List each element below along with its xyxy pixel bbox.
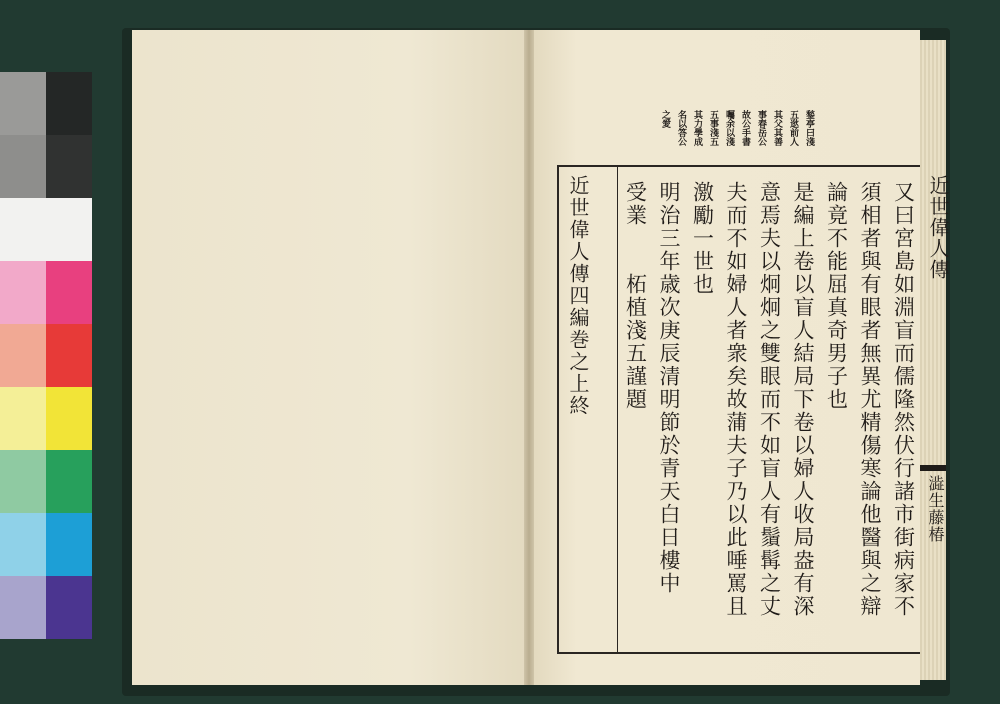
color-swatch [46, 261, 92, 324]
color-swatch [46, 324, 92, 387]
body-text-column: 受業 柘植淺五謹題 [623, 181, 648, 411]
color-swatch [46, 576, 92, 639]
head-note-column: 故公手書 [740, 110, 750, 146]
head-annotation [634, 110, 814, 170]
color-calibration-strip [0, 72, 92, 637]
head-note-column: 名以答公 [676, 110, 686, 146]
body-text-column: 須相者與有眼者無異尤精傷寒論他醫與之辯 [858, 181, 882, 618]
color-swatch [46, 72, 92, 135]
head-note-column: 事春岳公 [756, 110, 766, 146]
color-swatch [0, 450, 46, 513]
color-swatch [0, 72, 46, 135]
body-text-column: 意焉夫以炯炯之雙眼而不如盲人有鬚髯之丈 [757, 181, 782, 618]
next-page-rule [920, 465, 946, 471]
column-divider [617, 167, 618, 652]
color-swatch [46, 513, 92, 576]
next-page-title: 近世偉人傳 [926, 175, 950, 280]
body-text-column: 激勵一世也 [690, 181, 715, 296]
color-swatch [0, 576, 46, 639]
body-text-column: 又曰宮島如淵盲而儒隆然伏行諸市街病家不 [891, 181, 916, 618]
color-swatch [46, 198, 92, 261]
head-note-column: 五事淺五 [708, 110, 718, 146]
head-note-column: 鍫亭曰淺 [804, 110, 814, 146]
color-swatch [0, 261, 46, 324]
head-note-column: 五逖前人 [788, 110, 798, 146]
head-note-column: 其父其善 [772, 110, 782, 146]
color-swatch [0, 387, 46, 450]
head-note-column: 囑余以淺 [724, 110, 734, 146]
color-swatch [0, 513, 46, 576]
color-swatch [0, 198, 46, 261]
next-page-fragment [920, 165, 950, 650]
color-swatch [46, 135, 92, 198]
next-page-signature: 澁生藤椿 [926, 475, 945, 543]
body-text-column: 明治三年歳次庚辰清明節於青天白日樓中 [657, 181, 681, 595]
left-page-blank [132, 30, 528, 685]
volume-end-title: 近世偉人傳四編巻之上終 [566, 175, 590, 417]
text-frame [557, 165, 920, 654]
body-text-column: 是編上卷以盲人結局下卷以婦人收局盎有深 [791, 181, 815, 618]
color-swatch [46, 450, 92, 513]
body-text-column: 論竟不能屈真奇男子也 [824, 181, 849, 411]
body-text-column: 夫而不如婦人者衆矣故蒲夫子乃以此唾罵且 [724, 181, 748, 618]
head-note-column: 之愛 [660, 110, 670, 128]
color-swatch [0, 324, 46, 387]
head-note-column: 其力學成 [692, 110, 702, 146]
color-swatch [46, 387, 92, 450]
book-gutter [524, 30, 534, 685]
color-swatch [0, 135, 46, 198]
